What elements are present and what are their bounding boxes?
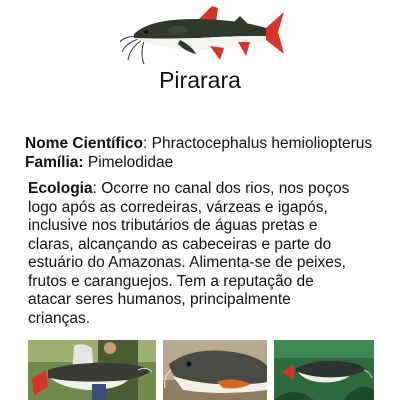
catfish-closeup-photo [163,340,267,400]
scientific-name-row [25,134,397,153]
ecology-text: : Ocorre no canal dos rios, nos poços [92,180,350,197]
scientific-name-label: Nome Científico [25,135,143,152]
species-name: Pirarara [159,67,241,93]
scientific-name-separator: : [142,135,148,152]
ecology-label: Ecologia [28,180,93,197]
catfish-aquarium-photo [274,340,374,400]
species-info [25,134,397,172]
family-label: Família: [25,154,84,171]
ecology-line: frutos e caranguejos. Tem a reputação de [28,272,314,290]
ecology-line [28,180,384,199]
ecology-line: estuário do Amazonas. Alimenta-se de peixes, [28,254,346,271]
photo-strip [0,340,400,400]
ecology-line: claras, alcançando as cabeceiras e parte do [28,235,332,253]
catfish-illustration [120,2,285,70]
ecology-line: atacar seres humanos, principalmente [28,291,291,308]
ecology-line: inclusive nos tributários de águas pretas e [28,217,318,234]
family-row [25,153,397,172]
ecology-paragraph [28,180,384,328]
ecology-line: logo após as corredeiras, várzeas e igapós, [28,198,328,216]
ecology-line: crianças. [28,309,91,327]
scientific-name-value: Phractocephalus hemioliopterus [151,135,373,152]
family-value: Pimelodidae [87,154,174,171]
fisherman-catfish-photo [28,340,156,400]
